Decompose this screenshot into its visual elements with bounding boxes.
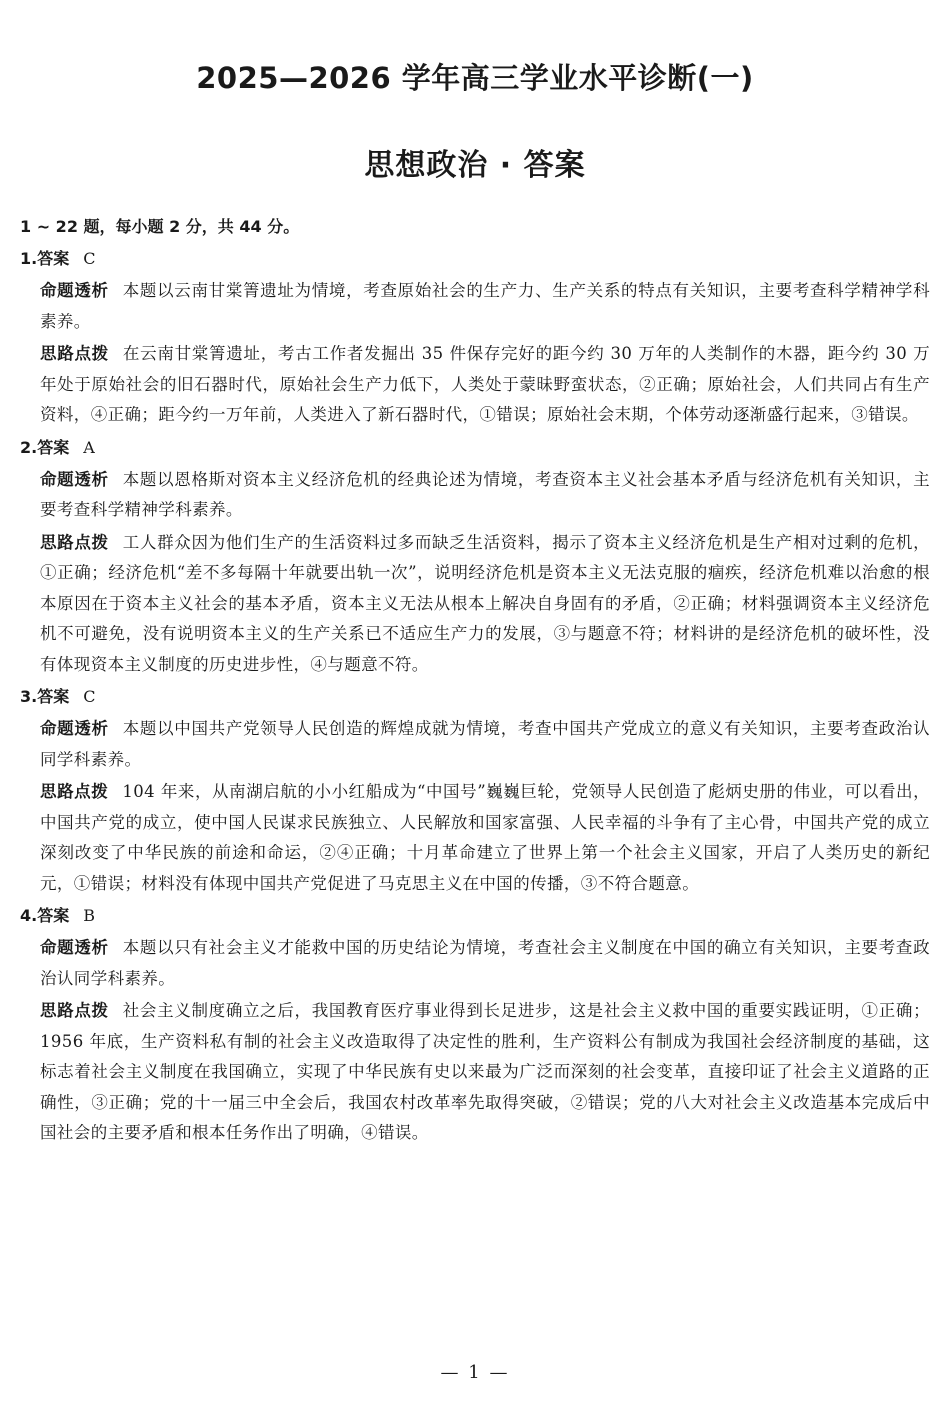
hint-label: 思路点拨 (40, 532, 109, 552)
answer-value: A (83, 437, 95, 457)
document-subtitle: 思想政治 · 答案 (364, 148, 586, 183)
question-2 (20, 433, 930, 681)
answer-label: 答案 (37, 687, 70, 706)
hint-text: 在云南甘棠箐遗址，考古工作者发掘出 35 件保存完好的距今约 30 万年的人类制作的木器，距今约 30 万年处于原始社会的旧石器时代，原始社会生产力低下，人类处于蒙昧野蛮状态，②正确；原始社会，人们共同占有生产资料，④正确；距今约一万年前，人类进入了新石器时代，①错误；原始社会末期，个体劳动逐渐盛行起来，③错误。 (40, 344, 930, 424)
page-number: — 1 — (440, 1362, 510, 1383)
answer-label: 答案 (37, 906, 70, 925)
hint-label: 思路点拨 (40, 782, 109, 801)
answer-content (20, 212, 930, 1149)
analysis-paragraph (40, 933, 930, 994)
analysis-label: 命题透析 (40, 719, 109, 738)
document-title: 2025—2026 学年高三学业水平诊断(一) (196, 61, 754, 95)
question-4 (20, 901, 930, 1149)
hint-paragraph (40, 777, 930, 899)
question-number: 4. (20, 906, 38, 925)
answer-label: 答案 (37, 437, 70, 457)
analysis-paragraph (40, 714, 930, 775)
question-header (20, 244, 930, 274)
analysis-paragraph (40, 276, 930, 337)
analysis-label: 命题透析 (40, 938, 109, 957)
hint-paragraph (40, 339, 930, 431)
question-number: 2. (20, 437, 38, 457)
hint-paragraph (40, 528, 930, 681)
analysis-text: 本题以恩格斯对资本主义经济危机的经典论述为情境，考查资本主义社会基本矛盾与经济危机有关知识，主要考查科学精神学科素养。 (40, 469, 930, 519)
question-header (20, 433, 930, 463)
hint-text: 工人群众因为他们生产的生活资料过多而缺乏生活资料，揭示了资本主义经济危机是生产相对过剩的危机，①正确；经济危机“差不多每隔十年就要出轨一次”，说明经济危机是资本主义无法克服的痼疾，经济危机难以治愈的根本原因在于资本主义社会的基本矛盾，资本主义无法从根本上解决自身固有的矛盾，②正确；材料强调资本主义经济危机不可避免，没有说明资本主义的生产关系已不适应生产力的发展，③与题意不符；材料讲的是经济危机的破坏性，没有体现资本主义制度的历史进步性，④与题意不符。 (40, 532, 930, 674)
answer-label: 答案 (37, 249, 70, 268)
scoring-intro: 1 ~ 22 题，每小题 2 分，共 44 分。 (20, 217, 300, 236)
hint-paragraph (40, 996, 930, 1149)
analysis-label: 命题透析 (40, 281, 109, 300)
analysis-text: 本题以中国共产党领导人民创造的辉煌成就为情境，考查中国共产党成立的意义有关知识，主要考查政治认同学科素养。 (40, 719, 930, 769)
analysis-paragraph (40, 465, 930, 526)
question-number: 1. (20, 249, 38, 268)
answer-value: C (83, 249, 96, 268)
question-3 (20, 682, 930, 899)
question-number: 3. (20, 687, 38, 706)
hint-text: 104 年来，从南湖启航的小小红船成为“中国号”巍巍巨轮，党领导人民创造了彪炳史册的伟业，可以看出，中国共产党的成立，使中国人民谋求民族独立、人民解放和国家富强、人民幸福的斗争有了主心骨，中国共产党的成立深刻改变了中华民族的前途和命运，②④正确；十月革命建立了世界上第一个社会主义国家，开启了人类历史的新纪元，①错误；材料没有体现中国共产党促进了马克思主义在中国的传播，③不符合题意。 (40, 782, 930, 893)
hint-label: 思路点拨 (40, 1001, 109, 1020)
analysis-text: 本题以只有社会主义才能救中国的历史结论为情境，考查社会主义制度在中国的确立有关知识，主要考查政治认同学科素养。 (40, 938, 930, 988)
analysis-label: 命题透析 (40, 469, 109, 489)
hint-text: 社会主义制度确立之后，我国教育医疗事业得到长足进步，这是社会主义救中国的重要实践证明，①正确；1956 年底，生产资料私有制的社会主义改造取得了决定性的胜利，生产资料公有制成为我国社会经济制度的基础，这标志着社会主义制度在我国确立，实现了中华民族有史以来最为广泛而深刻的社会变革，直接印证了社会主义道路的正确性，③正确；党的十一届三中全会后，我国农村改革率先取得突破，②错误；党的八大对社会主义改造基本完成后中国社会的主要矛盾和根本任务作出了明确，④错误。 (40, 1001, 930, 1142)
answer-value: C (83, 687, 96, 706)
analysis-text: 本题以云南甘棠箐遗址为情境，考查原始社会的生产力、生产关系的特点有关知识，主要考查科学精神学科素养。 (40, 281, 930, 331)
answer-value: B (83, 906, 95, 925)
question-header (20, 682, 930, 712)
question-1 (20, 244, 930, 431)
hint-label: 思路点拨 (40, 344, 109, 363)
question-header (20, 901, 930, 931)
